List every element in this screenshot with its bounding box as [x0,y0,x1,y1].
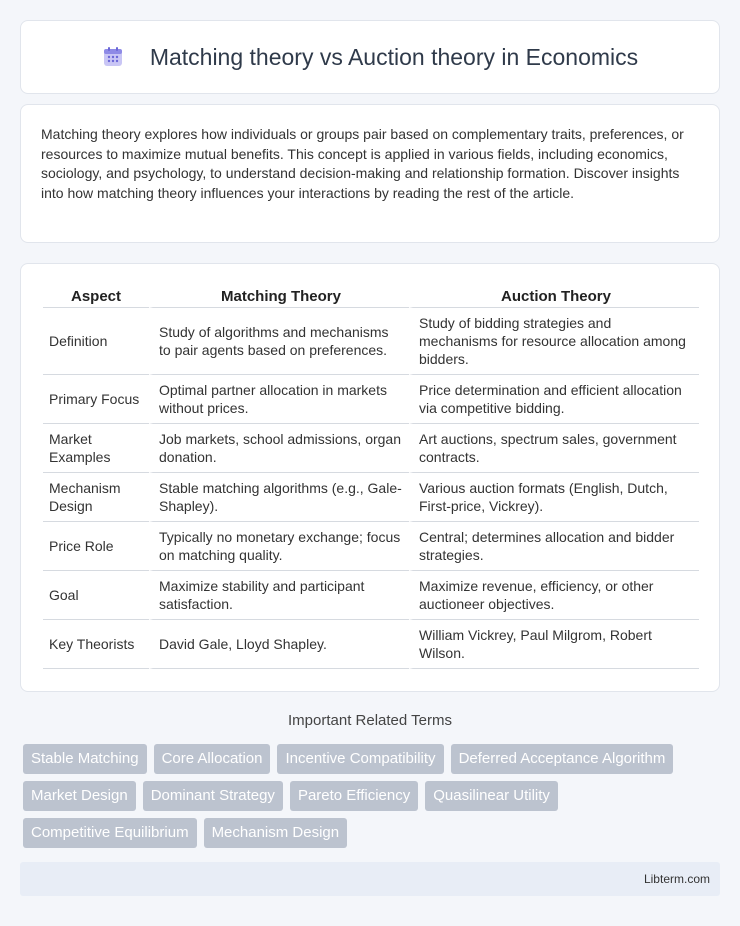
table-row [43,473,699,522]
related-term-tag[interactable]: Incentive Compatibility [277,744,443,774]
intro-card [20,104,720,243]
table-row [43,522,699,571]
cell-auction: Art auctions, spectrum sales, government contracts. [409,424,699,473]
related-terms-title: Important Related Terms [288,712,452,729]
header-card [20,20,720,94]
related-term-tag[interactable]: Market Design [23,781,136,811]
table-header-row [43,284,699,308]
related-terms-list [23,744,723,848]
header-matching-theory: Matching Theory [149,284,409,308]
intro-text: Matching theory explores how individuals or groups pair based on complementary traits, preferences, or resources to maximize mutual benefits. This concept is applied in various fields, including economics, sociology, and psychology, to understand decision-making and relationship formation. Discover insights into how matching theory influences your interactions by reading the rest of the article. [41,126,684,201]
comparison-table-card [20,263,720,692]
footer [20,862,720,896]
cell-auction: Price determination and efficient allocation via competitive bidding. [409,375,699,424]
footer-site-link[interactable]: Libterm.com [643,872,710,886]
cell-auction: Maximize revenue, efficiency, or other auctioneer objectives. [409,571,699,620]
page-title: Matching theory vs Auction theory in Economics [149,43,639,70]
cell-aspect: Goal [43,571,149,620]
cell-matching: David Gale, Lloyd Shapley. [149,620,409,669]
related-term-tag[interactable]: Deferred Acceptance Algorithm [451,744,674,774]
table-row [43,375,699,424]
table-row [43,571,699,620]
cell-matching: Job markets, school admissions, organ donation. [149,424,409,473]
cell-aspect: Key Theorists [43,620,149,669]
cell-matching: Optimal partner allocation in markets without prices. [149,375,409,424]
calendar-icon [102,46,124,68]
cell-auction: Central; determines allocation and bidder strategies. [409,522,699,571]
cell-aspect: Mechanism Design [43,473,149,522]
table-row [43,620,699,669]
cell-auction: Study of bidding strategies and mechanisms for resource allocation among bidders. [409,308,699,375]
cell-matching: Maximize stability and participant satisfaction. [149,571,409,620]
related-term-tag[interactable]: Dominant Strategy [143,781,283,811]
cell-aspect: Market Examples [43,424,149,473]
table-row [43,424,699,473]
related-term-tag[interactable]: Core Allocation [154,744,271,774]
cell-matching: Stable matching algorithms (e.g., Gale-Shapley). [149,473,409,522]
comparison-table [43,284,699,669]
cell-auction: William Vickrey, Paul Milgrom, Robert Wilson. [409,620,699,669]
header-auction-theory: Auction Theory [409,284,699,308]
related-term-tag[interactable]: Stable Matching [23,744,147,774]
related-term-tag[interactable]: Quasilinear Utility [425,781,558,811]
cell-aspect: Primary Focus [43,375,149,424]
cell-auction: Various auction formats (English, Dutch, First-price, Vickrey). [409,473,699,522]
cell-aspect: Price Role [43,522,149,571]
related-term-tag[interactable]: Competitive Equilibrium [23,818,197,848]
related-term-tag[interactable]: Pareto Efficiency [290,781,418,811]
cell-matching: Study of algorithms and mechanisms to pair agents based on preferences. [149,308,409,375]
cell-aspect: Definition [43,308,149,375]
table-row [43,308,699,375]
header-aspect: Aspect [43,284,149,308]
cell-matching: Typically no monetary exchange; focus on matching quality. [149,522,409,571]
related-term-tag[interactable]: Mechanism Design [204,818,348,848]
